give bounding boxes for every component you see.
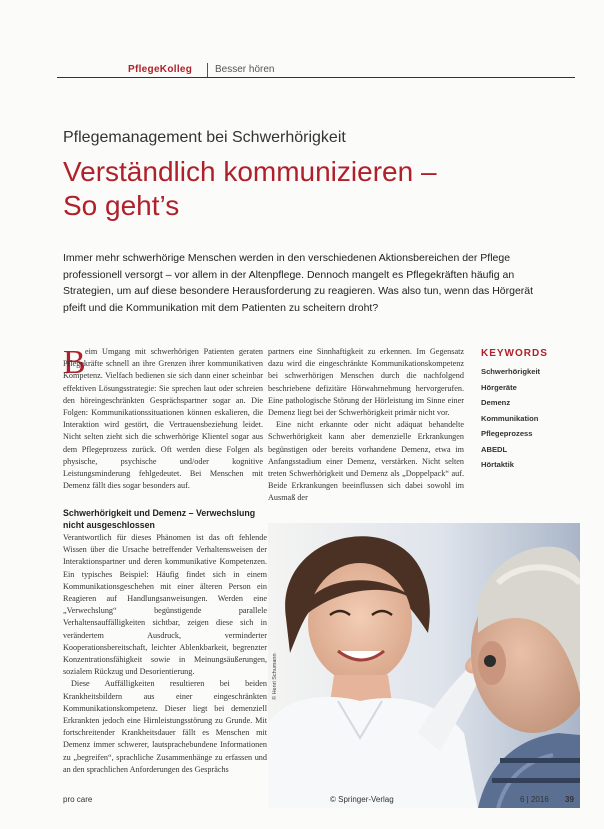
section-label: PflegeKolleg xyxy=(128,64,193,75)
keyword-item: Schwerhörigkeit xyxy=(481,367,541,376)
body-column-1 xyxy=(63,346,263,492)
keywords-title: KEYWORDS xyxy=(481,348,548,359)
body-paragraph: Diese Auffälligkeiten resultieren bei beiden Krankheitsbildern aus einer eingeschränkten Kommunikationskompetenz. Dieser liegt bei demenziell Erkrankten jedoch eine Hirnleistungsstörung zu Grunde. Mit fortschreitender Krankheitsdauer fällt es Menschen mit Demenz immer schwerer, lautsprachebundene Informationen zu „begreifen“, sprachliche Zusammenhänge zu erfassen und an den sprachlichen Anforderungen des Gesprächs xyxy=(63,679,267,774)
keyword-item: Kommunikation xyxy=(481,413,539,423)
body-column-2 xyxy=(268,346,464,505)
title-line-2: So geht’s xyxy=(63,190,180,221)
keyword-item: Hörgeräte xyxy=(481,382,517,392)
drop-cap: B xyxy=(63,344,86,381)
footer-issue: 6 | 2016 xyxy=(520,795,549,804)
title-line-1: Verständlich kommunizieren – xyxy=(63,156,437,187)
keyword-item: ABEDL xyxy=(481,444,508,454)
article-photo xyxy=(268,523,580,808)
keyword-item: Pflegeprozess xyxy=(481,429,533,438)
subsection-label: Besser hören xyxy=(215,64,275,75)
header-separator xyxy=(207,63,208,77)
footer-magazine-name: pro care xyxy=(63,795,93,804)
footer-publisher: © Springer-Verlag xyxy=(330,795,394,804)
body-paragraph: partners eine Sinnhaftigkeit zu erkennen. Im Gegensatz dazu wird die eingeschränkte Kommunikationskompetenz bei schwerhörigen Menschen durch die nachfolgend beschriebene defizitäre Hörwahrnehmung hervorgerufen. Eine pathologische Störung der Hörleistung im Sinne einer Demenz liegt bei der Schwerhörigkeit primär nicht vor. xyxy=(268,347,464,418)
keyword-item: Demenz xyxy=(481,398,511,407)
header-rule xyxy=(57,77,575,78)
article-lead: Immer mehr schwerhörige Menschen werden in den verschiedenen Aktionsbereichen der Pflege professionell versorgt – vor allem in der Altenpflege. Dennoch mangelt es Pflegekräften häufig an Strategien, um auf diese besondere Herausforderung zu reagieren. Was also tun, wenn das Hörgerät pfeift und die Kommunikation mit dem Patienten zu scheitern droht? xyxy=(63,252,534,314)
article-kicker: Pflegemanagement bei Schwerhörigkeit xyxy=(63,129,346,146)
subheading: Schwerhörigkeit und Demenz – Verwechslung nicht ausgeschlossen xyxy=(63,508,256,530)
body-column-1-continued xyxy=(63,532,267,776)
body-paragraph: Eine nicht erkannte oder nicht adäquat behandelte Schwerhörigkeit kann aber demenzielle Erkrankungen begünstigen oder bereits vorhandene Demenz, etwa im Anfangsstadium einer Demenz, verstärken. Nicht selten treten Schwerhörigkeit und Demenz als „Doppelpack“ auf. Beide Erkrankungen beeinflussen sich dabei sowohl im Ausmaß der xyxy=(268,420,464,503)
keywords-list xyxy=(481,364,540,473)
photo-credit: © Henri Schumann xyxy=(272,653,278,700)
body-paragraph: eim Umgang mit schwerhörigen Patienten geraten Pflegekräfte schnell an ihre Grenzen ihrer kommunikativen Kompetenz. Vielfach bedienen sie sich dann einer scheinbar effektiven Lösungsstrategie: Sie sprechen laut oder schreien den höreingeschränkten Gesprächspartner sogar an. Die Folgen: Kommunikationssituationen können eskalieren, die Interaktion wird gestört, die Vertrauensbeziehung leidet. Nicht selten zieht sich die schwerhörige Klientel sogar aus dem Pflegeprozess zurück. Oft werden diese Folgen als physische, psychische und/oder kognitive Leistungsminderung fehlgedeutet. Bei Menschen mit Demenz fällt dies sogar besonders auf. xyxy=(63,347,263,491)
keyword-item: Hörtaktik xyxy=(481,460,514,469)
article-title xyxy=(63,155,533,223)
page-number: 39 xyxy=(565,795,574,804)
body-paragraph: Verantwortlich für dieses Phänomen ist das oft fehlende Wissen über die Ursache betreffender Verhaltensweisen der Interaktionspartner und deren kommunikative Kompetenzen. Ein typisches Beispiel: Häufig findet sich in einem Kommunikationsgeschehen mit einer älteren Person ein Reagieren auf Handlungsanweisungen. Werden eine „Verwechslung“ begünstigende parallele Verhaltensauffälligkeiten sichtbar, zeigen diese sich in verändertem Ausdruck, verminderter Kooperationsbereitschaft, leichter Ablenkbarkeit, begrenzter Konzentrationsfähigkeit sowie in Meinungsäußerungen, sozialem Rückzug und Desorientierung. xyxy=(63,533,267,677)
nurse-and-patient-illustration xyxy=(268,523,580,808)
